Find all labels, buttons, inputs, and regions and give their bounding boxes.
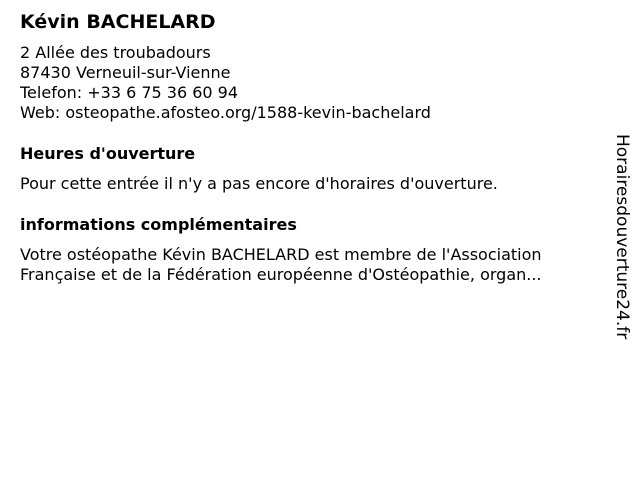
phone-line[interactable]: Telefon: +33 6 75 36 60 94 — [20, 83, 239, 102]
site-brand-vertical — [612, 134, 636, 346]
contact-block — [20, 43, 600, 123]
additional-info-text — [20, 245, 600, 285]
website-line[interactable]: Web: osteopathe.afosteo.org/1588-kevin-bachelard — [20, 103, 431, 122]
business-name: Kévin BACHELARD — [20, 11, 216, 33]
additional-info-title: informations complémentaires — [20, 215, 297, 234]
address-line-city: 87430 Verneuil-sur-Vienne — [20, 63, 231, 82]
site-brand-label: Horairesdouverture24.fr — [612, 134, 632, 340]
additional-info-line-2: Française et de la Fédération européenne d'Ostéopathie, organ... — [20, 265, 542, 284]
business-entry — [20, 10, 600, 285]
opening-hours-title: Heures d'ouverture — [20, 144, 196, 163]
address-line-street: 2 Allée des troubadours — [20, 43, 211, 62]
opening-hours-text: Pour cette entrée il n'y a pas encore d'horaires d'ouverture. — [20, 174, 498, 193]
additional-info-line-1: Votre ostéopathe Kévin BACHELARD est membre de l'Association — [20, 245, 542, 264]
